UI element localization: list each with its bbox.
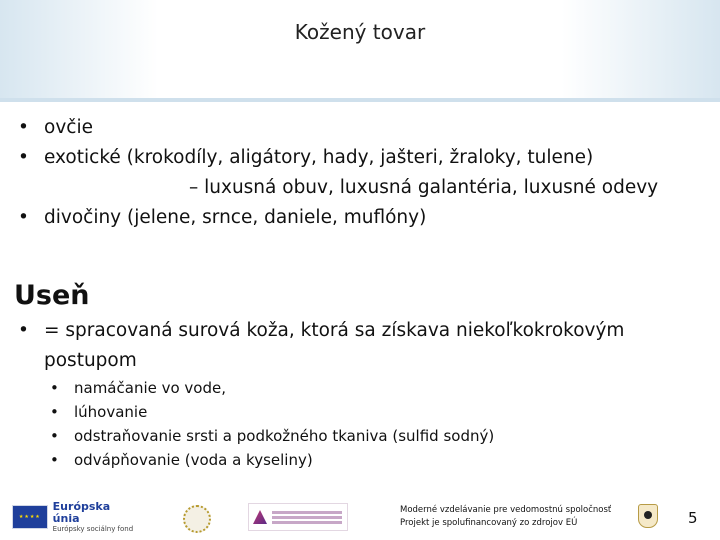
step-item: • namáčanie vo vode, xyxy=(48,376,494,400)
bullet-text: divočiny (jelene, srnce, daniele, muflóny) xyxy=(44,207,427,228)
header-rule xyxy=(0,98,720,102)
bullet-item xyxy=(18,113,708,143)
project-line-2: Projekt je spolufinancovaný zo zdrojov EÚ xyxy=(400,518,578,528)
circle-logo-icon xyxy=(183,505,211,533)
slide-header xyxy=(0,0,720,100)
eu-logo xyxy=(12,499,140,533)
eu-title: Európska únia xyxy=(52,499,111,525)
process-steps xyxy=(48,376,494,472)
step-item: • odstraňovanie srsti a podkožného tkaniva (sulfid sodný) xyxy=(48,424,494,448)
bullet-item xyxy=(18,203,708,233)
section-heading: Useň xyxy=(14,280,90,311)
material-bullets xyxy=(18,113,708,233)
bullet-text: exotické (krokodíly, aligátory, hady, jašteri, žraloky, tulene) xyxy=(44,147,594,168)
page-number: 5 xyxy=(688,509,698,527)
definition-item: • = spracovaná surová koža, ktorá sa získava niekoľkokrokovým postupom xyxy=(18,316,708,376)
project-line-1: Moderné vzdelávanie pre vedomostnú spoločnosť xyxy=(400,505,612,515)
definition-list xyxy=(18,316,708,376)
agency-logo-icon xyxy=(248,503,348,531)
bullet-item xyxy=(18,143,708,203)
eu-flag-icon: ★★★★ xyxy=(12,505,48,529)
bullet-text: ovčie xyxy=(44,117,93,138)
slide-title: Kožený tovar xyxy=(294,20,426,44)
project-text xyxy=(400,504,611,530)
bullet-continuation: – luxusná obuv, luxusná galantéria, luxusné odevy xyxy=(189,177,659,198)
slide-footer xyxy=(0,495,720,540)
step-item: • lúhovanie xyxy=(48,400,494,424)
eu-subtitle: Európsky sociálny fond xyxy=(52,524,134,533)
crest-icon xyxy=(638,504,658,528)
step-item: • odvápňovanie (voda a kyseliny) xyxy=(48,448,494,472)
